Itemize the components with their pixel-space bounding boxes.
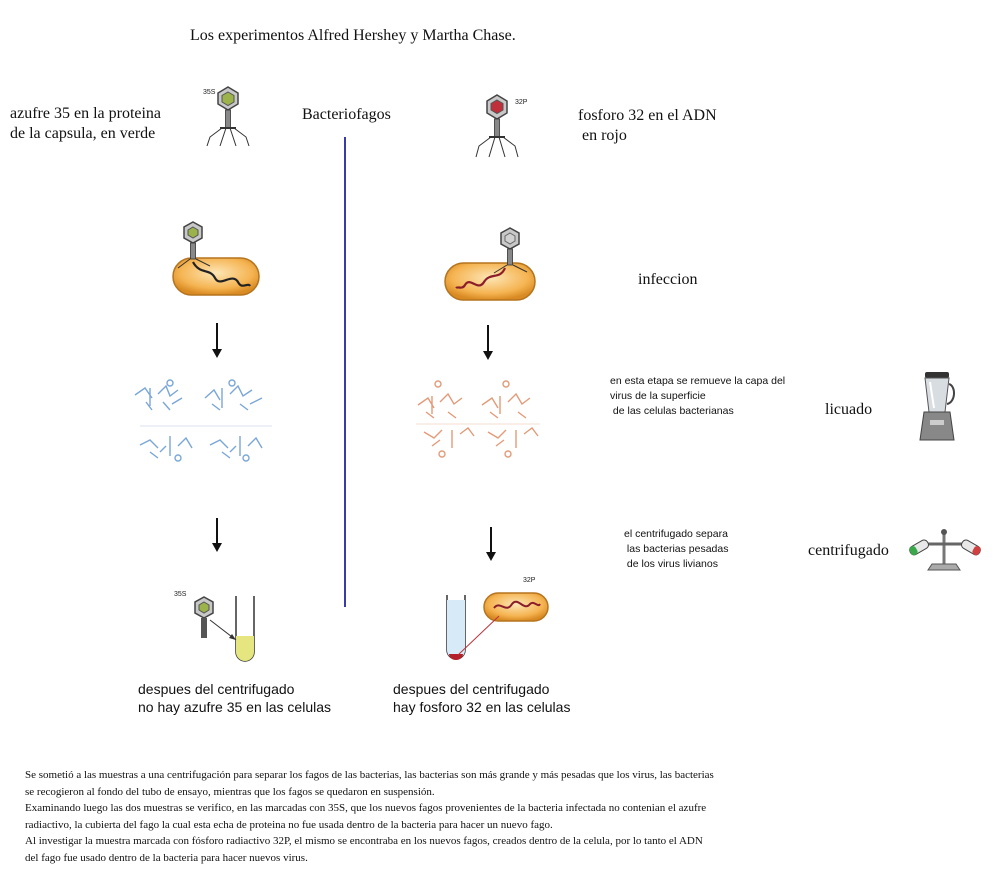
- page-title: Los experimentos Alfred Hershey y Martha Chase.: [190, 27, 516, 44]
- centrifuge-icon: [908, 529, 982, 570]
- result-left-line: despues del centrifugado: [138, 681, 295, 697]
- centrifuge-note-line: el centrifugado separa: [624, 528, 728, 540]
- centrifuge-label: centrifugado: [808, 542, 889, 559]
- footer-line: se recogieron al fondo del tubo de ensayo, mientras que los fagos se quedaron en suspensión.: [25, 785, 435, 798]
- footer-line: Se sometió a las muestras a una centrifugación para separar los fagos de las bacterias, las bacterias son más grande y más pesadas que los virus, las bacterias: [25, 769, 714, 781]
- footer-line: radiactivo, la cubierta del fago la cual esta echa de proteina no fue usada dentro de la bacteria para hacer un nuevo fago.: [25, 818, 553, 831]
- centrifuge-note: [624, 527, 728, 572]
- blend-note-line: en esta etapa se remueve la capa del: [610, 375, 786, 387]
- blend-label: licuado: [825, 401, 873, 418]
- blend-note: [610, 374, 785, 419]
- infected-bacterium-right: [445, 228, 535, 300]
- arrow-down-icon: [212, 323, 496, 561]
- left-label-line: de la capsula, en verde: [10, 125, 156, 142]
- infected-bacterium-left: [173, 222, 259, 295]
- right-label-line: en rojo: [578, 127, 627, 144]
- result-right-line: hay fosforo 32 en las celulas: [393, 699, 571, 715]
- result-left-text: [138, 680, 331, 716]
- right-label-line: fosforo 32 en el ADN: [578, 107, 717, 124]
- phage-32p-icon: [476, 95, 518, 157]
- result-left-tag: 35S: [174, 591, 187, 598]
- left-label-line: azufre 35 en la proteina: [10, 105, 162, 122]
- result-left-line: no hay azufre 35 en las celulas: [138, 699, 332, 715]
- phage-right-tag: 32P: [515, 99, 528, 106]
- blend-note-line: de las celulas bacterianas: [610, 405, 734, 417]
- footer-explanation: [25, 767, 825, 866]
- infection-label: infeccion: [638, 271, 698, 288]
- blender-icon: [920, 372, 954, 440]
- footer-line: Al investigar la muestra marcada con fósforo radiactivo 32P, el mismo se encontraba en los nuevos fagos, creados dentro de la celula, por lo tanto el ADN: [25, 835, 703, 847]
- result-right-text: [393, 680, 570, 716]
- centrifuge-note-line: de los virus livianos: [624, 558, 718, 570]
- footer-line: Examinando luego las dos muestras se verifico, en las marcadas con 35S, que los nuevos fagos provenientes de la bacteria infectada no contenian el azufre: [25, 802, 707, 814]
- left-label: [10, 104, 161, 144]
- blended-fragments-right: [416, 381, 540, 457]
- centrifuge-note-line: las bacterias pesadas: [624, 543, 729, 555]
- blended-fragments-left: [135, 380, 272, 461]
- right-label: [578, 106, 717, 146]
- result-left-graphic: [195, 596, 254, 661]
- result-right-tag: 32P: [523, 577, 536, 584]
- blend-note-line: virus de la superficie: [610, 390, 706, 402]
- phage-left-tag: 35S: [203, 89, 216, 96]
- result-right-line: despues del centrifugado: [393, 681, 550, 697]
- footer-line: del fago fue usado dentro de la bacteria para hacer nuevos virus.: [25, 851, 308, 864]
- center-label: Bacteriofagos: [302, 106, 391, 123]
- result-right-graphic: [447, 593, 548, 660]
